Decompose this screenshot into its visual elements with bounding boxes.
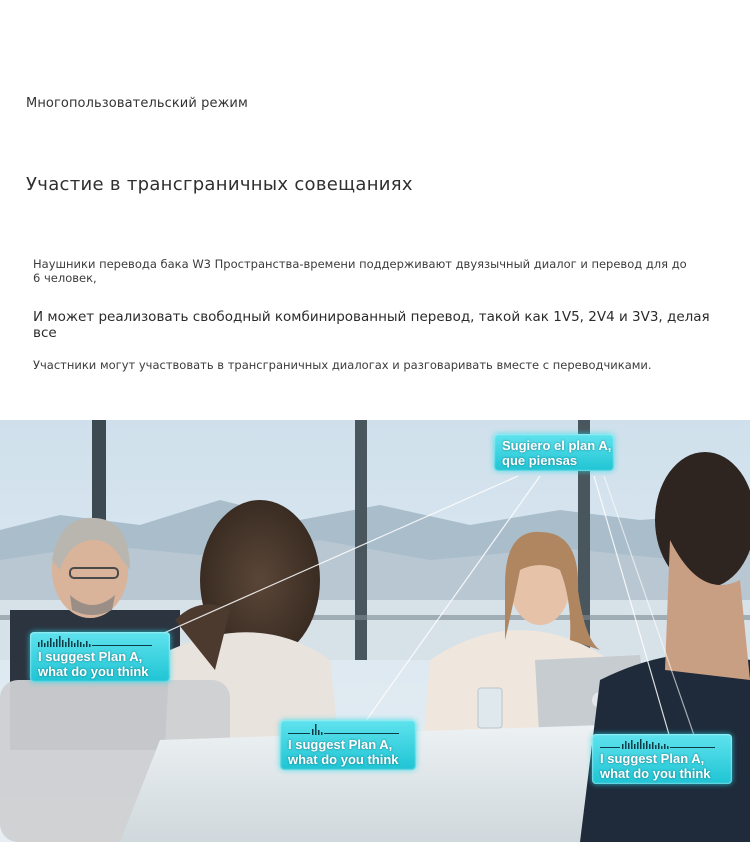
speech-bubble-center [280, 720, 416, 770]
bubble-text-line-2: what do you think [600, 766, 711, 781]
description-paragraph-3: Участники могут участвовать в трансграничных диалогах и разговаривать вместе с переводчиками. [33, 358, 652, 372]
soundwave-icon [600, 738, 720, 750]
bubble-text-line-1: I suggest Plan A, [38, 649, 143, 664]
feature-text-section [0, 0, 750, 420]
bubble-text-line-2: que piensas [502, 453, 578, 468]
speech-bubble-left [30, 632, 170, 682]
mode-label: Многопользовательский режим [26, 96, 248, 111]
bubble-text-line-2: what do you think [288, 752, 399, 767]
meeting-photo [0, 420, 750, 842]
soundwave-icon [38, 636, 158, 648]
speech-bubble-spanish [494, 434, 614, 471]
speech-bubble-right [592, 734, 732, 784]
bubble-text-line-1: I suggest Plan A, [600, 751, 705, 766]
description-paragraph-1: Наушники перевода бака W3 Пространства-времени поддерживают двуязычный диалог и перевод для до 6 человек, [33, 257, 687, 285]
bubble-text-line-1: Sugiero el plan A, [502, 438, 612, 453]
bubble-text-line-1: I suggest Plan A, [288, 737, 393, 752]
bubble-text-line-2: what do you think [38, 664, 149, 679]
soundwave-icon [288, 724, 404, 736]
section-heading: Участие в трансграничных совещаниях [26, 174, 413, 195]
description-paragraph-2: И может реализовать свободный комбинированный перевод, такой как 1V5, 2V4 и 3V3, делая все [33, 309, 710, 341]
